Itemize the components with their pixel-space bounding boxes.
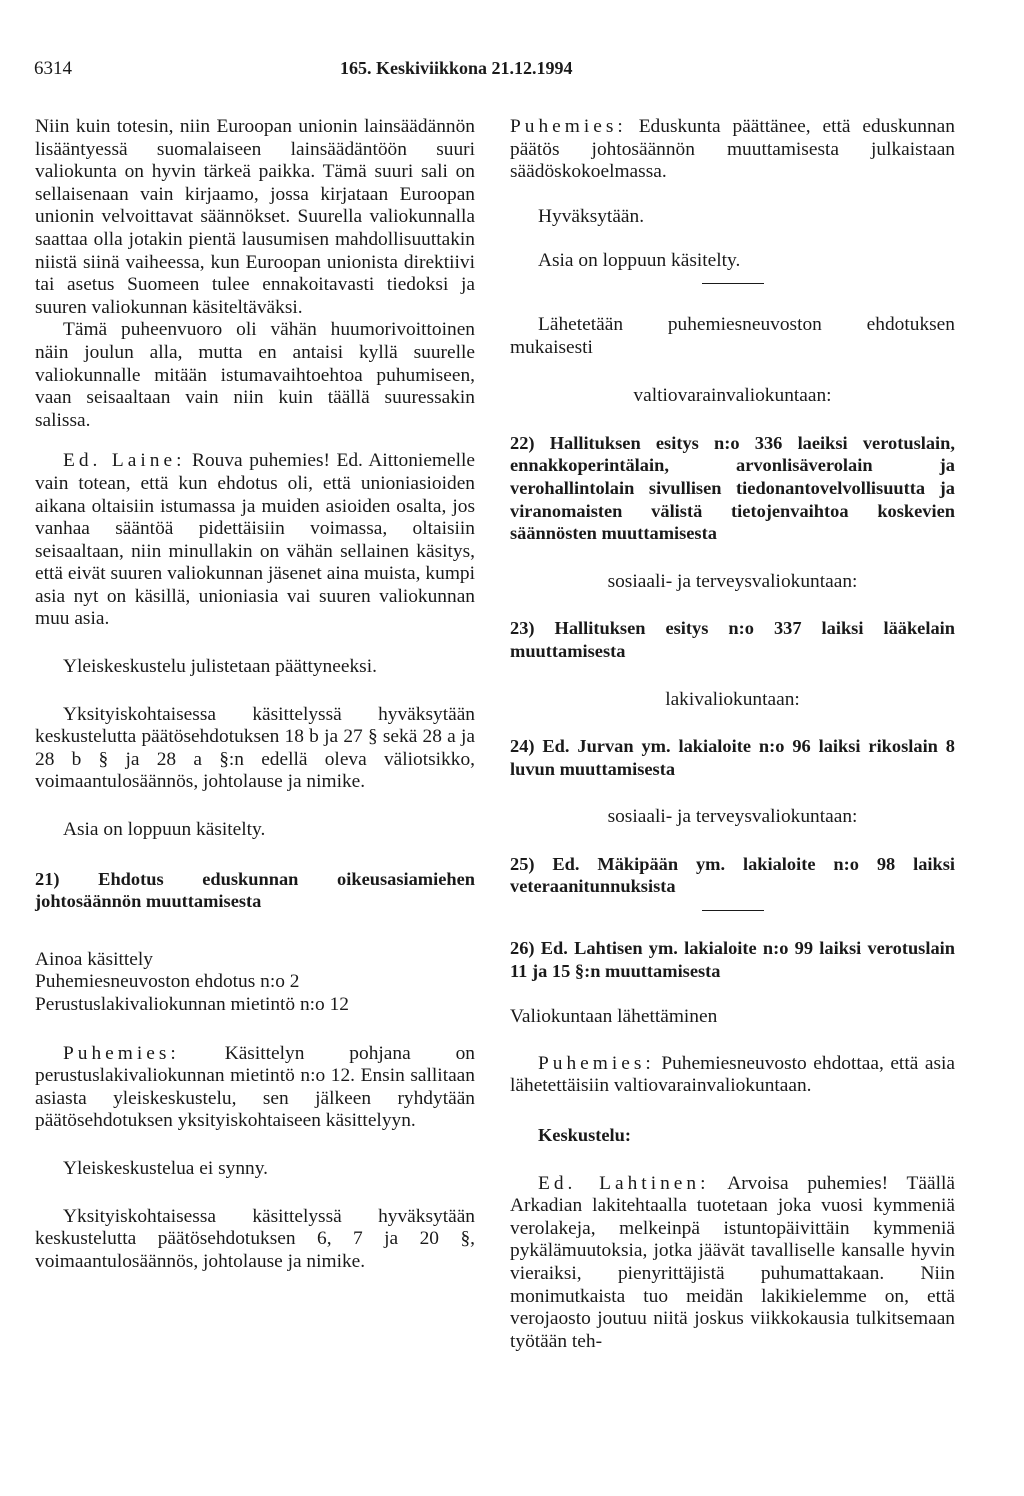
committee-heading: sosiaali- ja terveysvaliokuntaan: [607, 570, 858, 592]
speech-text: Puhemiesneuvosto ehdottaa, että asia lähetettäisiin valtiovarainvaliokuntaan. [510, 1052, 955, 1097]
agenda-item-heading: 22) Hallituksen esitys n:o 336 laeiksi verotuslain, ennakkoperintälain, arvonlisäverolain ja verohallintolain sivullisen tiedonantovelvollisuutta ja viranomaisten välistä tietojenvaihtoa koskevien säännösten muuttamisesta [510, 432, 955, 544]
committee-heading: sosiaali- ja terveysvaliokuntaan: [607, 806, 858, 828]
agenda-item-heading: 25) Ed. Mäkipään ym. lakialoite n:o 98 laiksi veteraanitunnuksista [510, 853, 955, 897]
speaker-name: Ed. Laine: [63, 450, 186, 472]
procedure-line: Perustuslakivaliokunnan mietintö n:o 12 [35, 994, 349, 1015]
agenda-item-heading: 21) Ehdotus eduskunnan oikeusasiamiehen johtosäännön muuttamisesta [35, 868, 475, 912]
speaker-name: Puhemies: [510, 116, 627, 137]
paragraph: Niin kuin totesin, niin Euroopan unionin lainsäädännön lisääntyessä suomalaiseen lainsäädäntöön suuri valiokunta on hyvin tärkeä paikka. Tämä suuri sali on sellaisenaan vain kirjaamo, jossa kirjataan Euroopan unionin velvoittavat säännökset. Suurella valiokunnalla saattaa olla jotakin pientä lausumisen mahdollisuuttakin niistä siinä vaiheessa, kun Euroopan unionista direktiivi tai asetus Suomeen tulee ennakoitavasti tiedoksi ja suuren valiokunnan käsiteltäväksi. [35, 116, 475, 318]
speech-paragraph [510, 116, 955, 184]
committee-heading: lakivaliokuntaan: [665, 688, 800, 710]
speech-paragraph [510, 1053, 955, 1098]
paragraph: Tämä puheenvuoro oli vähän huumorivoittoinen näin joulun alla, mutta en antaisi kyllä suurelle valiokunnalle mitään istumavaihtoehtoa puhumiseen, vaan seisaaltaan vain niin kuin täällä suuressakin salissa. [35, 319, 475, 431]
page-header [0, 58, 1024, 84]
paragraph: Yksityiskohtaisessa käsittelyssä hyväksytään keskustelutta päätösehdotuksen 18 b ja 27 § sekä 28 a ja 28 b § ja 28 a §:n edellä oleva väliotsikko, voimaantulosäännös, johtolause ja nimike. [35, 703, 475, 793]
speech-paragraph [35, 450, 475, 631]
paragraph: Yleiskeskustelu julistetaan päättyneeksi. [63, 656, 377, 678]
paragraph: Yksityiskohtaisessa käsittelyssä hyväksytään keskustelutta päätösehdotuksen 6, 7 ja 20 §, voimaantulosäännös, johtolause ja nimike. [35, 1205, 475, 1272]
running-head: 165. Keskiviikkona 21.12.1994 [340, 58, 573, 78]
speaker-name: Puhemies: [538, 1052, 655, 1074]
speech-text: Rouva puhemies! Ed. Aittoniemelle vain totean, että kun ehdotus oli, että unioniasioiden aikana oltaisiin istumassa ja muiden asioiden osalta, jos vanhaa sääntöä pidettäisiin voimassa, oltaisiin seisaaltaan, niin minullakin on vähän sellainen käsitys, että eivät suuren valiokunnan jäsenet aina muista, kumpi asia nyt on käsillä, unioniasia vai suuren valiokunnan muu asia. [35, 450, 475, 630]
section-divider [702, 910, 764, 911]
speech-paragraph [510, 1173, 955, 1354]
agenda-item-heading: 23) Hallituksen esitys n:o 337 laiksi lääkelain muuttamisesta [510, 618, 955, 661]
paragraph: Lähetetään puhemiesneuvoston ehdotuksen mukaisesti [510, 313, 955, 358]
paragraph: Hyväksytään. [538, 205, 645, 227]
speech-text: Arvoisa puhemies! Täällä Arkadian lakitehtaalla tuotetaan joka vuosi kymmeniä verolakeja, melkeinpä istuntopäivittäin kymmeniä pykälämuutoksia, jotka jäävät tavalliselle kansalle hyvin vieraiksi, pienyrittäjistä puhumattakaan. Niin monimutkaista tuo meidän lakikielemme on, että verojaosto joutuu niitä joskus viikkokausia tulkitsemaan työtään teh- [510, 1172, 955, 1352]
speaker-name: Ed. Lahtinen: [538, 1172, 710, 1194]
section-divider [702, 283, 764, 284]
agenda-item-heading: 26) Ed. Lahtisen ym. lakialoite n:o 99 laiksi verotuslain 11 ja 15 §:n muuttamisesta [510, 938, 955, 981]
committee-heading: valtiovarainvaliokuntaan: [633, 385, 832, 407]
procedure-line: Valiokuntaan lähettäminen [510, 1006, 718, 1028]
paragraph: Yleiskeskustelua ei synny. [63, 1157, 269, 1179]
procedure-line: Puhemiesneuvoston ehdotus n:o 2 [35, 971, 300, 993]
procedure-line: Ainoa käsittely [35, 948, 153, 970]
paragraph: Asia on loppuun käsitelty. [63, 819, 266, 841]
speaker-name: Puhemies: [63, 1042, 180, 1064]
right-column [510, 116, 955, 1353]
discussion-heading: Keskustelu: [538, 1125, 631, 1146]
speech-paragraph [35, 1043, 475, 1133]
agenda-item-heading: 24) Ed. Jurvan ym. lakialoite n:o 96 laiksi rikoslain 8 luvun muuttamisesta [510, 736, 955, 779]
speech-text: Käsittelyn pohjana on perustuslakivaliokunnan mietintö n:o 12. Ensin sallitaan asiasta yleiskeskustelu, sen jälkeen ryhdytään päätösehdotuksen yksityiskohtaiseen käsittelyyn. [35, 1042, 475, 1132]
left-column [35, 116, 475, 1273]
speech-text: Eduskunta päättänee, että eduskunnan päätös johtosäännön muuttamisesta julkaistaan säädöskokoelmassa. [510, 116, 955, 183]
page-number: 6314 [34, 58, 72, 79]
paragraph: Asia on loppuun käsitelty. [538, 250, 741, 272]
